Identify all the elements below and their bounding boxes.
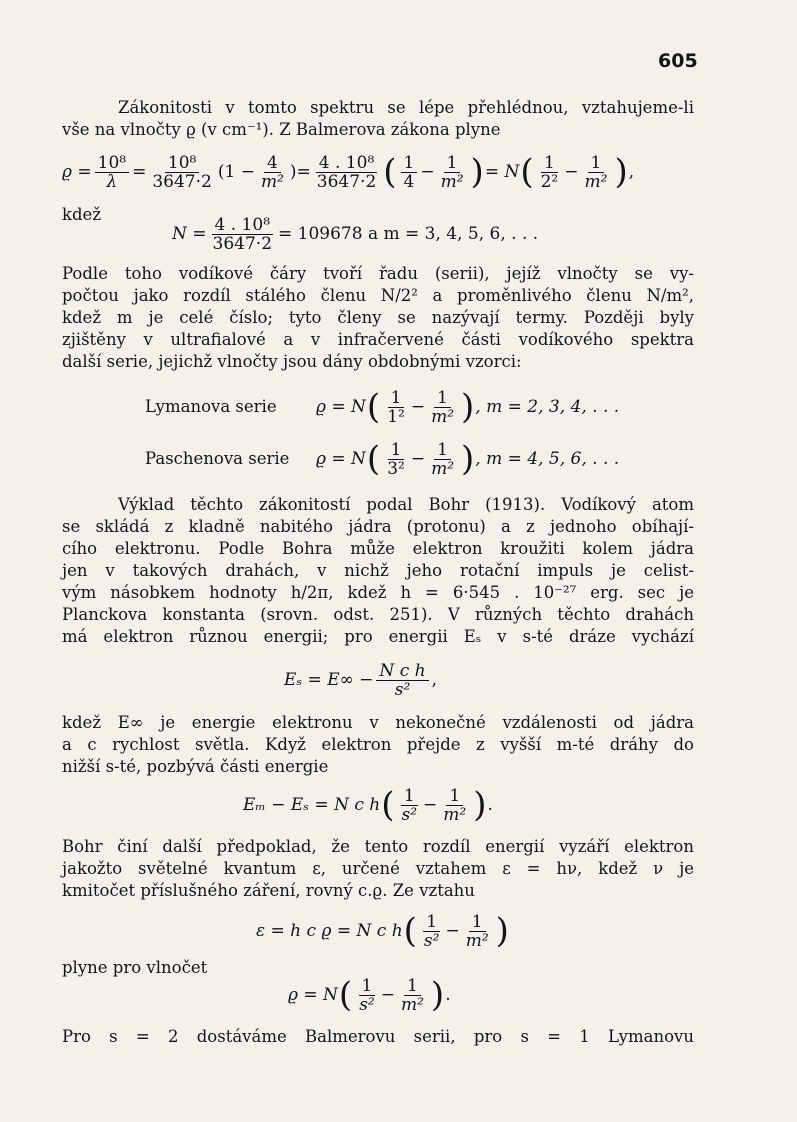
eq1-equals-2: = [296, 162, 311, 182]
para3-line-5: vým násobkem hodnoty h/2π, kdež h = 6·545 . 10⁻²⁷ erg. sec je [62, 583, 694, 602]
equation-energy-level: Eₛ = E∞ − $\frac{\text{N c h}}{\text{s²}}$ , [284, 660, 437, 700]
para1-line-2: vše na vlnočty ϱ (v cm⁻¹). Z Balmerova zákona plyne [62, 120, 501, 139]
eq2-frac: $\frac{\text{4 . 10⁸}}{3647\cdot 2}$ [212, 214, 273, 254]
para5-line-2: jakožto světelné kvantum ε, určené vztahem ε = hν, kdež ν je [62, 859, 694, 878]
eq1-frac5: $\frac{1}{4}$ [401, 154, 418, 191]
para5-line-3: kmitočet příslušného záření, rovný c.ϱ. Ze vztahu [62, 881, 475, 900]
equation-n-constant [172, 208, 538, 260]
para2-line-5: další serie, jejichž vlnočty jsou dány obdobnými vzorci: [62, 352, 522, 371]
para2-line-2: počtou jako rozdíl stálého členu N/2² a proměnlivého členu N/m², [62, 286, 694, 305]
eq1-frac8: $\frac{1}{\text{m²}}$ [584, 152, 608, 192]
eq1-equals: = [132, 162, 147, 182]
eq1-end: , [628, 162, 635, 182]
eq2-lhs: N = [172, 224, 207, 244]
para4-line-1: kdež E∞ je energie elektronu v nekonečné vzdálenosti od jádra [62, 713, 694, 732]
para1-line-1: Zákonitosti v tomto spektru se lépe přehlédnou, vztahujeme-li [118, 98, 694, 117]
eq1-frac6: $\frac{1}{\text{m²}}$ [440, 152, 464, 192]
eq2-rhs: = 109678 a m = 3, 4, 5, 6, . . . [278, 224, 539, 244]
eq1-lhs: ϱ = [62, 162, 92, 182]
equation-lyman: ϱ = N ( $\frac{1}{\text{1²}}$ − $\frac{1}{\text{m²}}$ ) , m = 2, 3, 4, . . . [316, 387, 620, 427]
para3-line-6: Planckova konstanta (srovn. odst. 251). V různých těchto drahách [62, 605, 694, 624]
equation-paschen: ϱ = N ( $\frac{1}{\text{3²}}$ − $\frac{1}{\text{m²}}$ ) , m = 4, 5, 6, . . . [316, 439, 620, 479]
para2-line-4: zjištěny v ultrafialové a v infračervené části vodíkového spektra [62, 330, 694, 349]
para3-line-2: se skládá z kladně nabitého jádra (protonu) a z jednoho obíhají- [62, 517, 694, 536]
eq1-n: = N [484, 162, 520, 182]
equation-balmer: ϱ = $\frac{\text{10⁸}}{\lambda}$ = $\frac{\text{10⁸}}{3647\cdot 2}$ (1 − $\frac{4}{\text{m²}}$ ) = $\frac{\text{4 . 10⁸}}{3647\cdot 2}$ ( $\frac{1}{4}$ − $\frac{1}{\text{m²}}$ ) = N ( $\frac{1}{\text{2²}}$ − $\frac{1}{\text{m²}}$ ) , [62, 152, 635, 192]
para4-line-3: nižší s-té, pozbývá části energie [62, 757, 329, 776]
paschen-label: Paschenova serie [145, 449, 290, 468]
para5-line-1: Bohr činí další předpoklad, že tento rozdíl energií vyzáří elektron [62, 837, 694, 856]
kdez-label: kdež [62, 205, 102, 224]
para3-line-4: jen v takových drahách, v nichž jeho rotační impuls je celist- [62, 561, 694, 580]
para3-line-3: cího elektronu. Podle Bohra může elektron kroužiti kolem jádra [62, 539, 694, 558]
eq1-paren-close: ) [289, 162, 297, 182]
plyne-label: plyne pro vlnočet [62, 958, 208, 977]
lyman-label: Lymanova serie [145, 397, 277, 416]
eq1-minus: − [420, 162, 435, 182]
eq1-frac4: $\frac{\text{4 . 10⁸}}{3647\cdot 2}$ [316, 152, 377, 192]
eq1-frac7: $\frac{1}{\text{2²}}$ [540, 152, 559, 192]
equation-wavenumber: ϱ = N ( $\frac{1}{\text{s²}}$ − $\frac{1}{\text{m²}}$ ) . [288, 975, 451, 1015]
para3-line-1: Výklad těchto zákonitostí podal Bohr (1913). Vodíkový atom [118, 495, 694, 514]
eq1-frac2: $\frac{\text{10⁸}}{3647\cdot 2}$ [152, 152, 212, 192]
page-number: 605 [658, 50, 698, 72]
para2-line-3: kdež m je celé číslo; tyto členy se nazývají termy. Později byly [62, 308, 694, 327]
equation-energy-difference: Eₘ − Eₛ = N c h ( $\frac{1}{\text{s²}}$ − $\frac{1}{\text{m²}}$ ) . [243, 785, 493, 825]
last-line: Pro s = 2 dostáváme Balmerovu serii, pro s = 1 Lymanovu [62, 1027, 694, 1046]
para4-line-2: a c rychlost světla. Když elektron přejde z vyšší m-té dráhy do [62, 735, 694, 754]
para2-line-1: Podle toho vodíkové čáry tvoří řadu (serii), jejíž vlnočty se vy- [62, 264, 694, 283]
eq1-frac1: $\frac{\text{10⁸}}{\lambda}$ [95, 154, 129, 191]
para3-line-7: má elektron různou energii; pro energii Eₛ v s-té dráze vychází [62, 627, 694, 646]
eq1-frac3: $\frac{4}{\text{m²}}$ [260, 152, 284, 192]
equation-quantum: ε = h c ϱ = N c h ( $\frac{1}{\text{s²}}$ − $\frac{1}{\text{m²}}$ ) [256, 911, 509, 951]
eq1-paren-open: (1 − [217, 162, 255, 182]
